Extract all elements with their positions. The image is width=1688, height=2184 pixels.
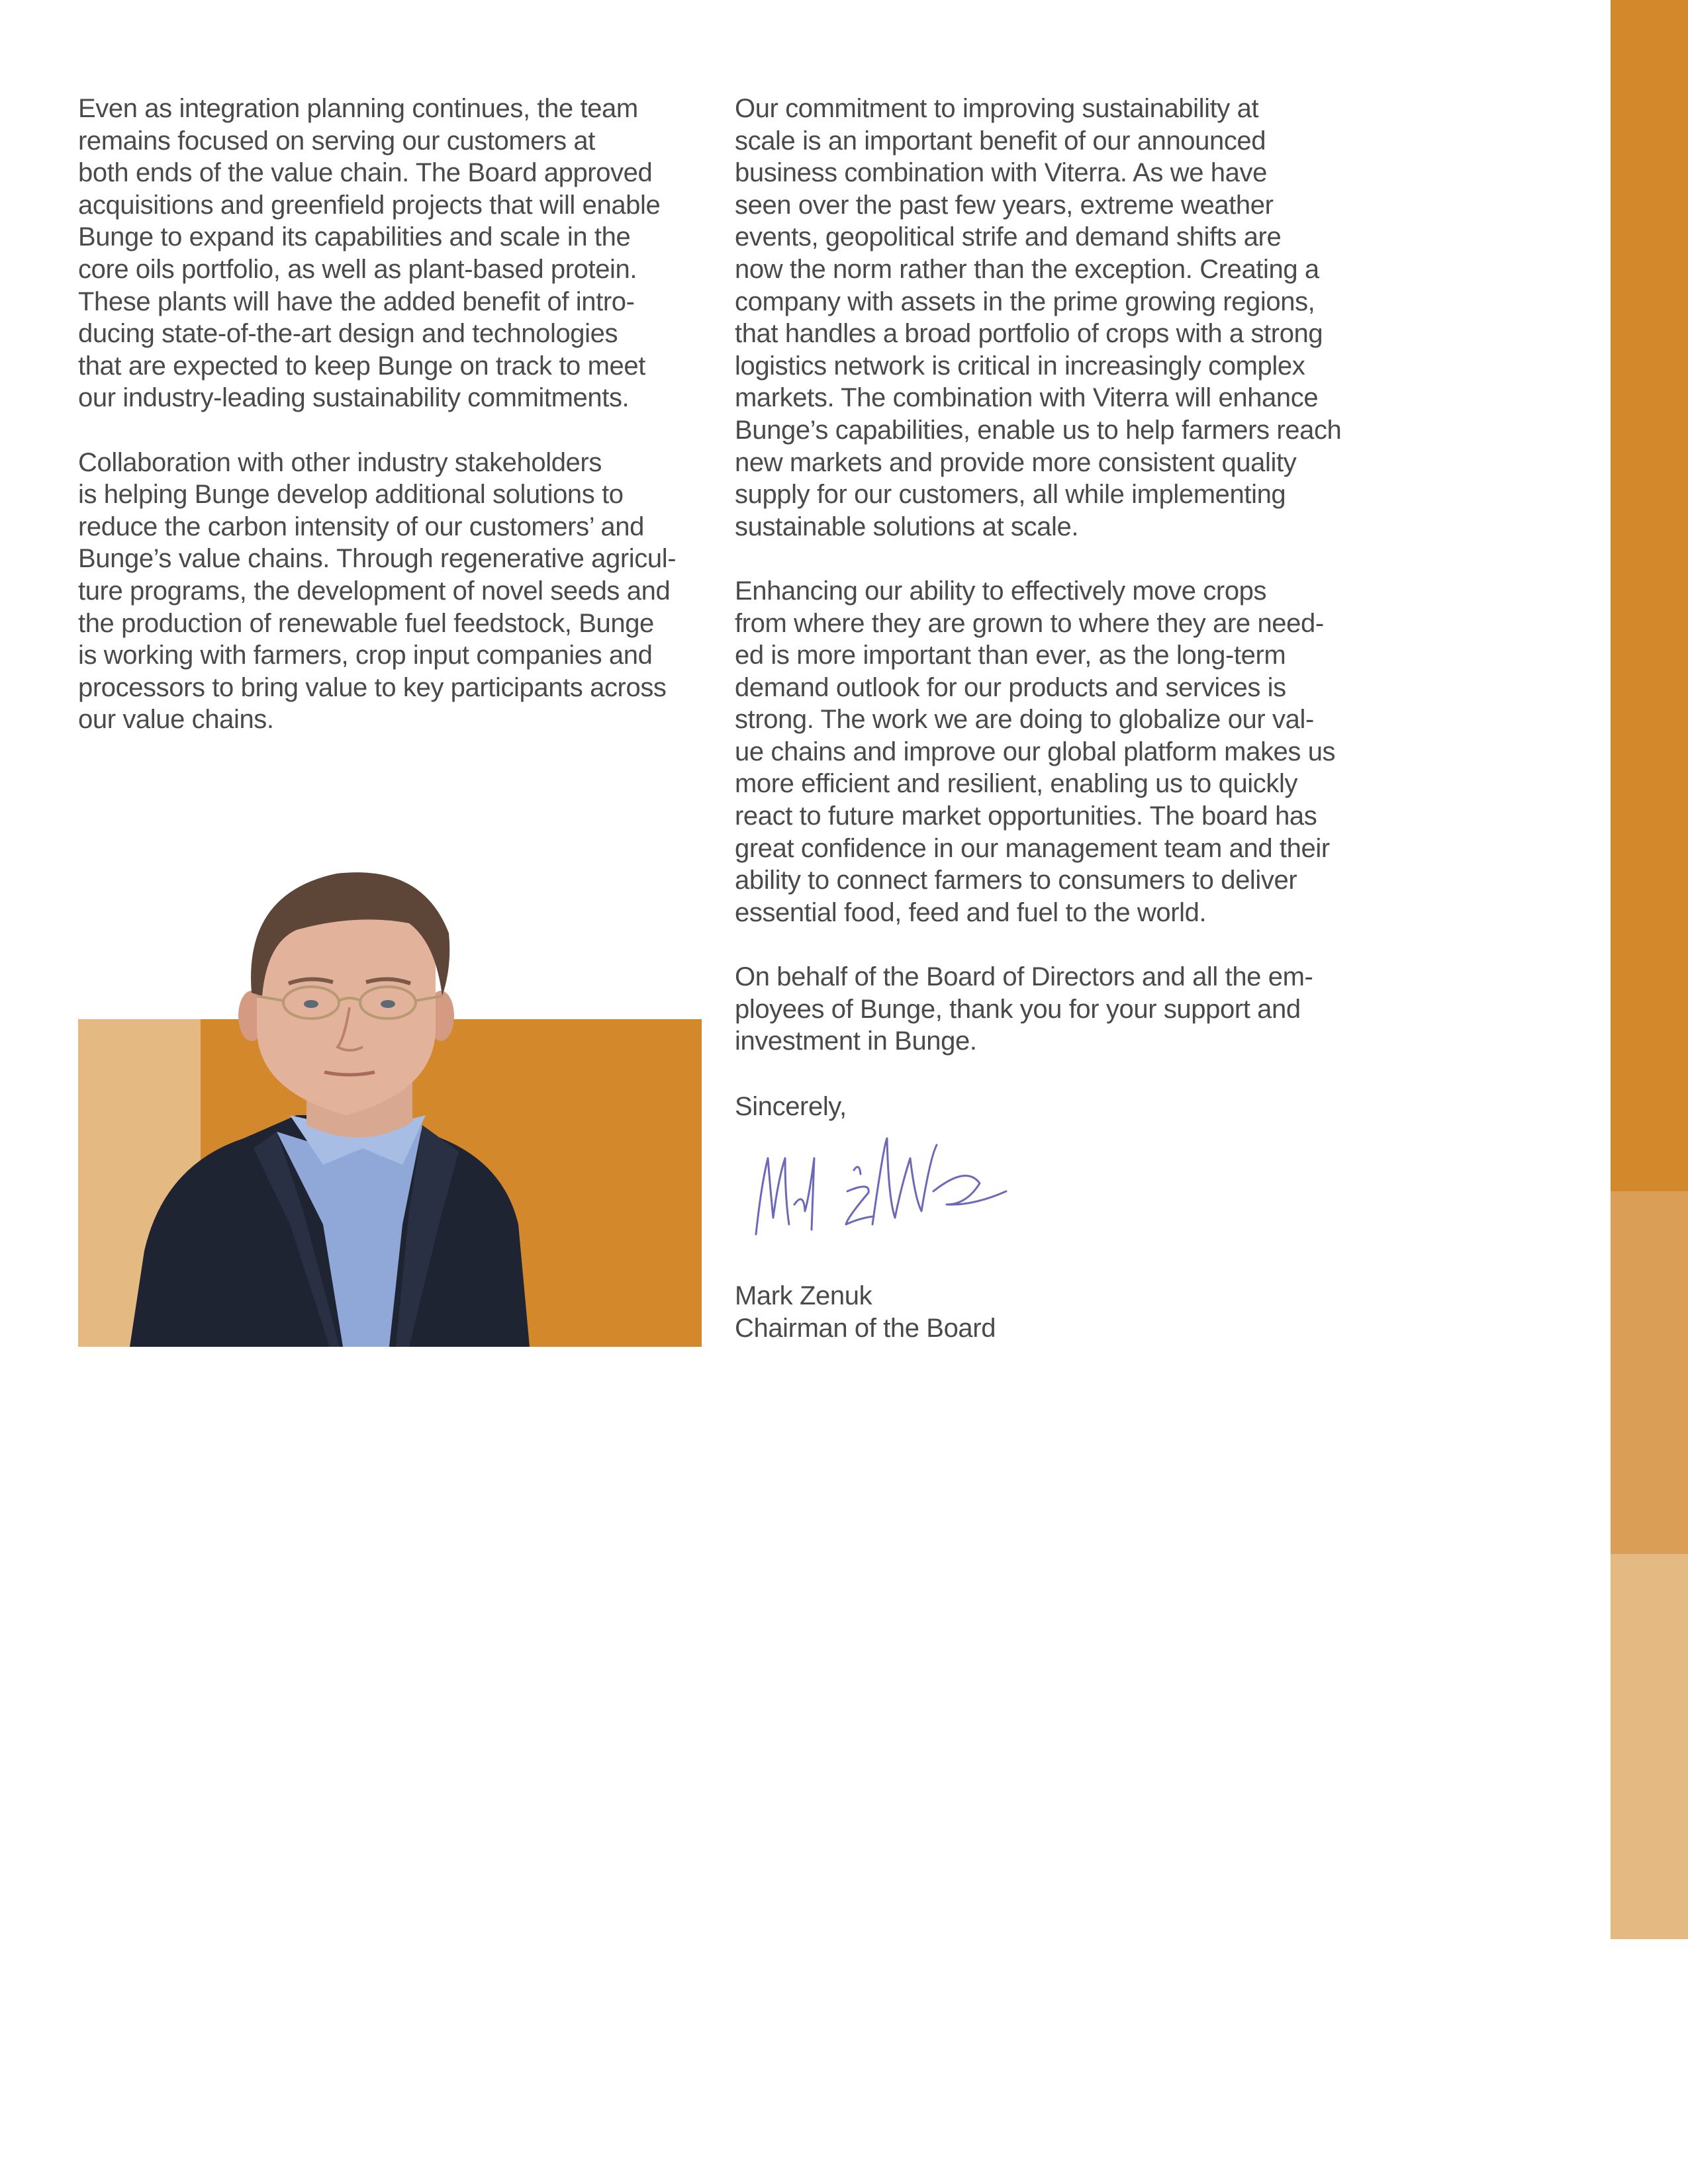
accent-bar-dark [1611, 0, 1688, 1191]
letter-paragraph: Our commitment to improving sustainability at scale is an important benefit of our announced business combination with Viterra. As we have seen over the past few years, extreme weather events, geopolitical strife and demand shifts are now the norm rather than the exception. Creating a company with assets in the prime growing regions, that handles a broad portfolio of crops with a strong logistics network is critical in increasingly complex markets. The combination with Viterra will enhance Bunge’s capabilities, enable us to help farmers reach new markets and provide more consistent quality supply for our customers, all while implementing sustainable solutions at scale. [735, 94, 1342, 541]
accent-bar-mid [1611, 1191, 1688, 1554]
letter-left-column [78, 93, 707, 736]
chairman-portrait [78, 854, 702, 1347]
signer-block [735, 1280, 996, 1344]
letter-paragraph: Even as integration planning continues, the team remains focused on serving our customers at both ends of the value chain. The Board approved acquisitions and greenfield projects that will enable Bunge to expand its capabilities and scale in the core oils portfolio, as well as plant-based protein. These plants will have the added benefit of intro- ducing state-of-the-art design and technologies that are expected to keep Bunge on track to meet our industry-leading sustainability commitments. [78, 94, 661, 413]
signature-image [748, 1118, 1013, 1251]
letter-paragraph: Enhancing our ability to effectively move crops from where they are grown to where they are need- ed is more important than ever, as the long-term demand outlook for our products and services is strong. The work we are doing to globalize our val- ue chains and improve our global platform makes us more efficient and resilient, enabling us to quickly react to future market opportunities. The board has great confidence in our management team and their ability to connect farmers to consumers to deliver essential food, feed and fuel to the world. [735, 576, 1336, 927]
signer-title: Chairman of the Board [735, 1313, 996, 1343]
letter-paragraph: Collaboration with other industry stakeholders is helping Bunge develop additional solutions to reduce the carbon intensity of our customers’ and Bunge’s value chains. Through regenerative agricul- ture programs, the development of novel seeds and the production of renewable fuel feedstock, Bunge is working with farmers, crop input companies and processors to bring value to key participants across our value chains. [78, 447, 677, 735]
closing-salutation: Sincerely, [735, 1092, 847, 1121]
letter-paragraph: On behalf of the Board of Directors and all the em- ployees of Bunge, thank you for your support and investment in Bunge. [735, 962, 1313, 1056]
portrait-illustration [78, 854, 702, 1347]
signer-name: Mark Zenuk [735, 1281, 872, 1310]
letter-right-column [735, 93, 1370, 1058]
accent-bar-light [1611, 1554, 1688, 1939]
